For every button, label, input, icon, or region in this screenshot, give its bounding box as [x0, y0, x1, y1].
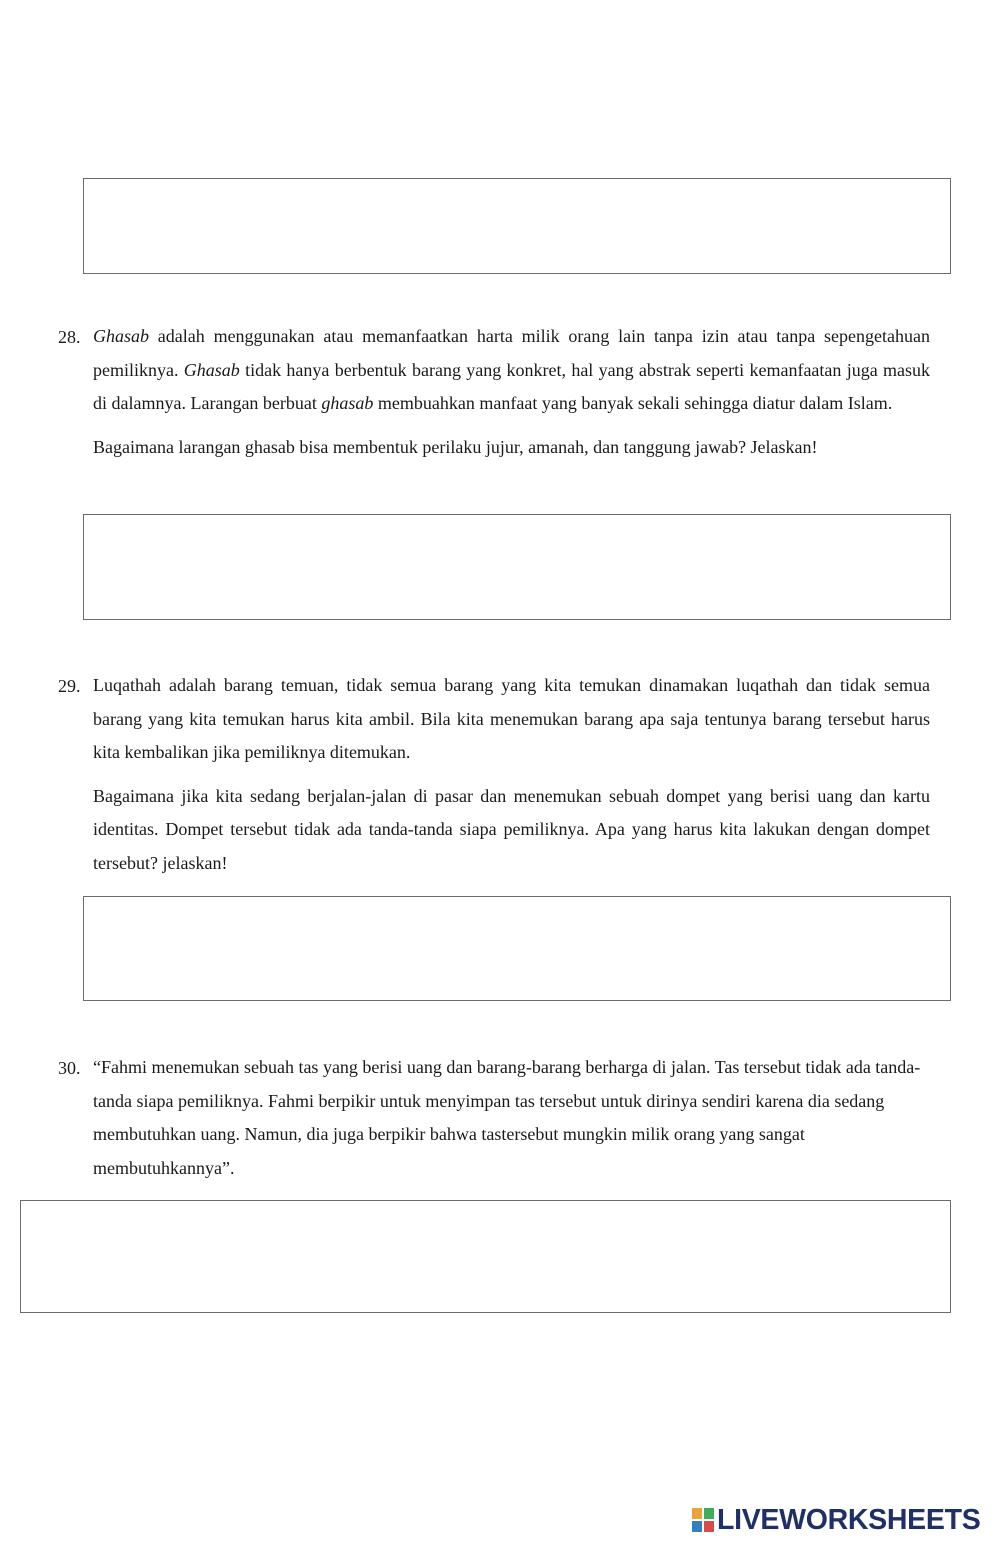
- question-context: [93, 669, 930, 770]
- text-run: adalah menggunakan atau memanfaatkan harta milik orang lain tanpa izin atau tanpa sepengetahuan pemiliknya.: [93, 326, 930, 380]
- answer-box-29[interactable]: [83, 896, 951, 1001]
- liveworksheets-mark-icon: [692, 1508, 714, 1532]
- question-number: 28.: [58, 327, 81, 347]
- question-28: [58, 320, 930, 464]
- question-prompt: Bagaimana jika kita sedang berjalan-jalan di pasar dan menemukan sebuah dompet yang berisi uang dan kartu identitas. Dompet tersebut tidak ada tanda-tanda siapa pemiliknya. Apa yang harus kita lakukan dengan dompet tersebut? jelaskan!: [93, 785, 930, 873]
- answer-input-30[interactable]: [21, 1201, 950, 1312]
- question-prompt: Bagaimana larangan ghasab bisa membentuk perilaku jujur, amanah, dan tanggung jawab? Jelaskan!: [93, 436, 818, 457]
- answer-box-27[interactable]: [83, 178, 951, 274]
- answer-input-28[interactable]: [84, 515, 950, 619]
- text-run: tidak hanya berbentuk barang yang konkret, hal yang abstrak seperti kemanfaatan juga masuk di dalamnya. Larangan berbuat: [93, 359, 930, 413]
- answer-input-27[interactable]: [84, 179, 950, 273]
- italic-term: Ghasab: [93, 326, 150, 346]
- question-29: [58, 669, 930, 880]
- liveworksheets-logo: [692, 1504, 980, 1536]
- italic-term: ghasab: [321, 393, 374, 413]
- italic-term: Ghasab: [183, 359, 240, 380]
- text-run: “Fahmi menemukan sebuah tas yang berisi uang dan barang-barang berharga di jalan. Tas tersebut tidak ada tanda-tanda siapa pemiliknya. Fahmi berpikir untuk menyimpan tas tersebut untuk dirinya sendiri karena dia sedang membutuhkan uang. Namun, dia juga berpikir bahwa tastersebut mungkin milik orang yang sangat membutuhkannya”.: [93, 1057, 921, 1178]
- logo-text: LIVEWORKSHEETS: [717, 1503, 981, 1536]
- answer-box-30[interactable]: [20, 1200, 951, 1313]
- question-30: [58, 1051, 930, 1185]
- question-number: 30.: [58, 1058, 81, 1078]
- question-context: [93, 320, 930, 421]
- answer-input-29[interactable]: [84, 897, 950, 1000]
- text-run: Luqathah adalah barang temuan, tidak semua barang yang kita temukan dinamakan luqathah dan tidak semua barang yang kita temukan harus kita ambil. Bila kita menemukan barang apa saja tentunya barang tersebut harus kita kembalikan jika pemiliknya ditemukan.: [93, 675, 930, 762]
- question-context: [93, 1051, 930, 1185]
- question-number: 29.: [58, 676, 81, 696]
- answer-box-28[interactable]: [83, 514, 951, 620]
- text-run: membuahkan manfaat yang banyak sekali sehingga diatur dalam Islam.: [373, 393, 893, 413]
